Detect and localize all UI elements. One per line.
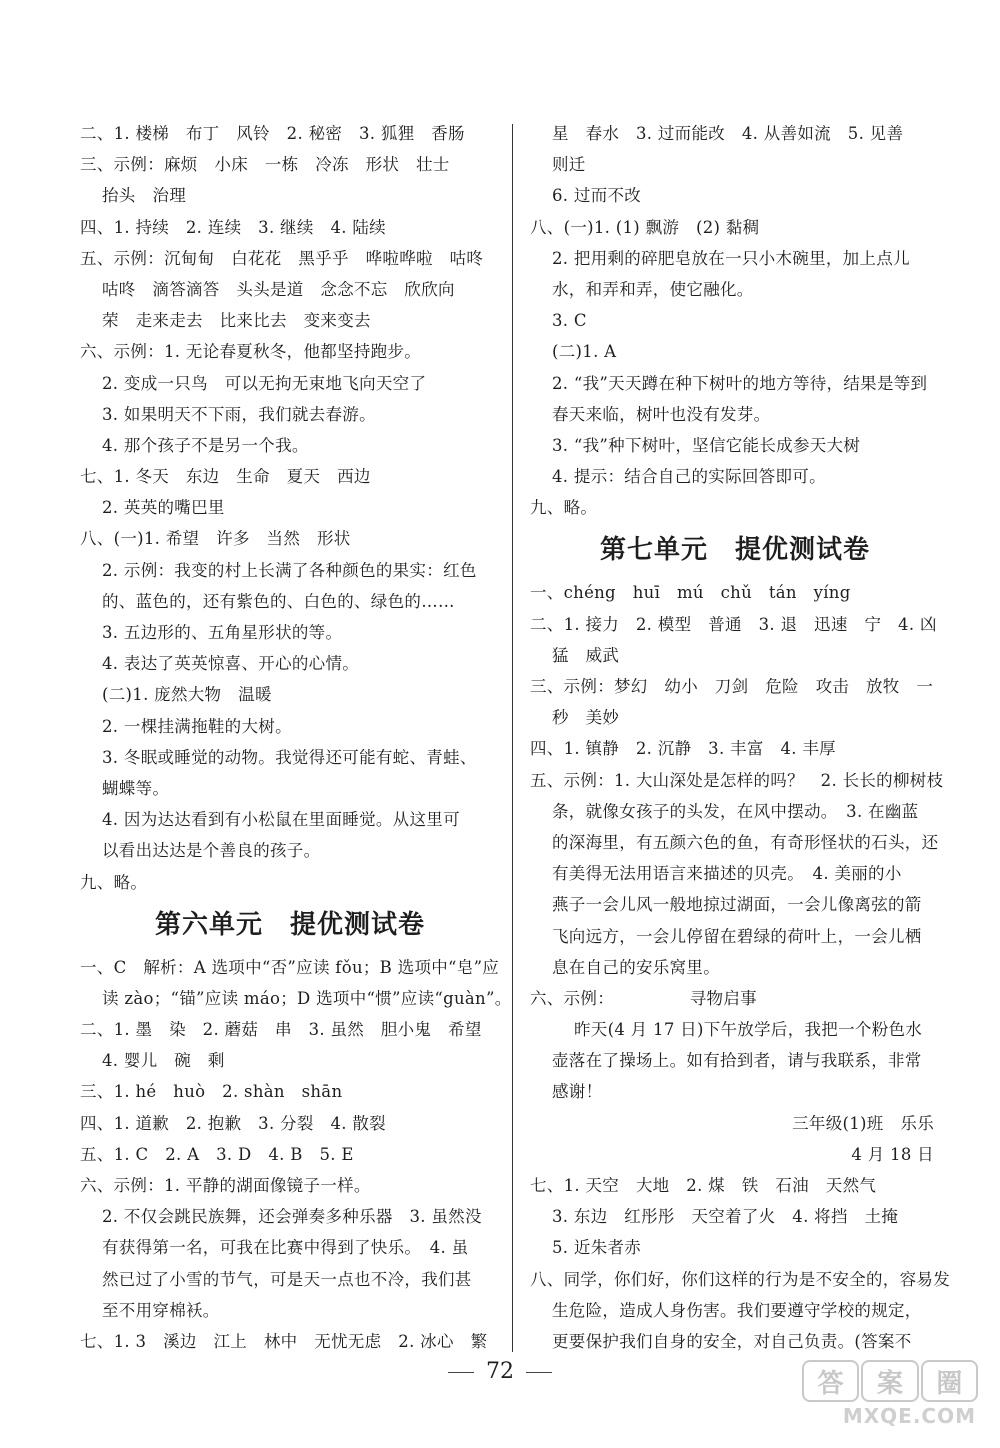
page-number-dash-left — [448, 1372, 474, 1373]
answer-line: 抬头 治理 — [102, 186, 186, 206]
left-answers-unit5 — [80, 118, 500, 898]
answer-line: 星 春水 3. 过而能改 4. 从善如流 5. 见善 — [552, 124, 904, 143]
answer-line: 蝴蝶等。 — [102, 778, 170, 798]
answer-line: 4. 因为达达看到有小松鼠在里面睡觉。从这里可 — [102, 810, 460, 830]
answer-line: 3. “我”种下树叶，坚信它能长成参天大树 — [552, 435, 861, 455]
answer-line: 六、示例：1. 无论春夏秋冬，他都坚持跑步。 — [80, 342, 422, 362]
answer-line: 水，和弄和弄，使它融化。 — [552, 279, 754, 299]
answer-line: 三、示例：麻烦 小床 一栋 冷冻 形状 壮士 — [80, 155, 450, 175]
answer-line: 4. 婴儿 碗 剩 — [102, 1051, 225, 1071]
answer-line: 昨天(4 月 17 日)下午放学后，我把一个粉色水 — [574, 1020, 923, 1040]
right-answers-unit7 — [530, 577, 950, 1357]
section-heading-unit6: 第六单元 提优测试卷 — [154, 909, 425, 940]
answer-line: 读 zào；“锚”应读 máo；D 选项中“惯”应读“guàn”。 — [102, 988, 512, 1008]
answer-line: 更要保护我们自身的安全，对自己负责。(答案不 — [552, 1331, 912, 1351]
answer-line: 飞向远方，一会儿停留在碧绿的荷叶上，一会儿栖 — [552, 926, 922, 946]
answer-line: 燕子一会儿风一般地掠过湖面，一会儿像离弦的箭 — [552, 895, 922, 915]
answer-line: 4. 那个孩子不是另一个我。 — [102, 435, 309, 455]
answer-line: 三、1. hé huò 2. shàn shān — [80, 1082, 343, 1102]
watermark-char: 答 — [802, 1360, 859, 1402]
answer-line: 三、示例：梦幻 幼小 刀剑 危险 攻击 放牧 一 — [530, 677, 934, 696]
answer-line: 2. 不仅会跳民族舞，还会弹奏多种乐器 3. 虽然没 — [102, 1207, 482, 1227]
answer-line: 五、示例：沉甸甸 白花花 黑乎乎 哗啦哗啦 咕咚 — [80, 248, 484, 268]
answer-line: 四、1. 镇静 2. 沉静 3. 丰富 4. 丰厚 — [530, 739, 836, 759]
answer-line: 咕咚 滴答滴答 头头是道 念念不忘 欣欣向 — [102, 279, 455, 299]
answer-line: 条，就像女孩子的头发，在风中摆动。 3. 在幽蓝 — [552, 801, 919, 821]
answer-line: 2. “我”天天蹲在种下树叶的地方等待，结果是等到 — [552, 373, 928, 393]
page-number-dash-right — [526, 1372, 552, 1373]
answer-line: 八、(一)1. (1) 飘游 (2) 黏稠 — [530, 217, 760, 237]
answer-line: 至不用穿棉袄。 — [102, 1300, 220, 1320]
answer-line: 一、chéng huī mú chǔ tán yíng — [530, 583, 851, 603]
answer-line: 六、示例：1. 平静的湖面像镜子一样。 — [80, 1176, 371, 1195]
column-divider — [512, 124, 513, 1352]
answer-line: 五、示例：1. 大山深处是怎样的吗？ 2. 长长的柳树枝 — [530, 770, 944, 790]
answer-line: 七、1. 天空 大地 2. 煤 铁 石油 天然气 — [530, 1176, 877, 1195]
answer-line: 感谢！ — [552, 1082, 603, 1102]
answer-line: 七、1. 3 溪边 江上 林中 无忧无虑 2. 冰心 繁 — [80, 1331, 488, 1351]
answer-line: 秒 美妙 — [552, 708, 620, 728]
answer-line: 三年级(1)班 乐乐 — [792, 1113, 934, 1133]
left-answers-unit6 — [80, 952, 512, 1357]
answer-line: 二、1. 接力 2. 模型 普通 3. 退 迅速 宁 4. 凶 — [530, 614, 937, 634]
section-heading-unit7: 第七单元 提优测试卷 — [599, 535, 870, 566]
answer-line: 四、1. 持续 2. 连续 3. 继续 4. 陆续 — [80, 217, 386, 237]
watermark-url: MXQE.COM — [842, 1404, 976, 1428]
answer-line: 2. 一棵挂满拖鞋的大树。 — [102, 716, 292, 736]
answer-line: 3. 五边形的、五角星形状的等。 — [102, 623, 343, 642]
answer-line: 有美得无法用语言来描述的贝壳。 4. 美丽的小 — [552, 864, 902, 884]
answer-line: 壶落在了操场上。如有拾到者，请与我联系，非常 — [552, 1051, 922, 1071]
answer-line: 2. 示例：我变的村上长满了各种颜色的果实：红色 — [102, 560, 477, 580]
watermark-char: 案 — [861, 1360, 918, 1402]
right-column — [530, 118, 950, 1357]
answer-line: 生危险，造成人身伤害。我们要遵守学校的规定， — [552, 1300, 922, 1320]
answer-line: 九、略。 — [80, 872, 148, 892]
answer-line: 八、同学，你们好，你们这样的行为是不安全的，容易发 — [530, 1269, 950, 1289]
answer-line: 然已过了小雪的节气，可是天一点也不冷，我们甚 — [102, 1269, 472, 1289]
watermark-chars — [802, 1360, 978, 1402]
answer-line: 的、蓝色的，还有紫色的、白色的、绿色的…… — [102, 591, 455, 611]
answer-line: 4. 提示：结合自己的实际回答即可。 — [552, 467, 826, 487]
answer-line: 四、1. 道歉 2. 抱歉 3. 分裂 4. 散裂 — [80, 1113, 386, 1133]
answer-line: 八、(一)1. 希望 许多 当然 形状 — [80, 529, 351, 549]
answer-line: 4 月 18 日 — [851, 1144, 934, 1164]
answer-line: 七、1. 冬天 东边 生命 夏天 西边 — [80, 467, 371, 487]
page-number-value: 72 — [486, 1359, 514, 1384]
answer-line: 3. C — [552, 311, 587, 331]
answer-line: 的深海里，有五颜六色的鱼，有奇形怪状的石头，还 — [552, 832, 939, 852]
answer-line: (二)1. A — [552, 342, 617, 362]
answer-line: 猛 威武 — [552, 645, 620, 665]
answer-line: 荣 走来走去 比来比去 变来变去 — [102, 311, 371, 331]
answer-line: 以看出达达是个善良的孩子。 — [102, 841, 321, 861]
answer-line: 4. 表达了英英惊喜、开心的心情。 — [102, 654, 360, 674]
answer-line: 一、C 解析：A 选项中“否”应读 fǒu；B 选项中“皂”应 — [80, 957, 500, 977]
answer-line: 2. 英英的嘴巴里 — [102, 498, 225, 518]
right-answers-unit6 — [530, 118, 940, 523]
answer-line: 3. 东边 红彤彤 天空着了火 4. 将挡 土掩 — [552, 1207, 899, 1227]
answer-line: 2. 变成一只鸟 可以无拘无束地飞向天空了 — [102, 373, 427, 393]
answer-line: 二、1. 楼梯 布丁 风铃 2. 秘密 3. 狐狸 香肠 — [80, 124, 465, 143]
answer-line: 3. 如果明天不下雨，我们就去春游。 — [102, 404, 376, 424]
watermark-logo — [786, 1360, 986, 1430]
answer-line: 春天来临，树叶也没有发芽。 — [552, 404, 771, 424]
answer-line: 则迁 — [552, 155, 586, 175]
answer-line: 二、1. 墨 染 2. 蘑菇 串 3. 虽然 胆小鬼 希望 — [80, 1020, 482, 1040]
answer-line: 息在自己的安乐窝里。 — [552, 957, 720, 977]
answer-line: 6. 过而不改 — [552, 186, 642, 206]
answer-line: 五、1. C 2. A 3. D 4. B 5. E — [80, 1144, 354, 1164]
answer-line: 六、示例： 寻物启事 — [530, 988, 757, 1008]
watermark-char: 圈 — [921, 1360, 978, 1402]
left-column — [80, 118, 512, 1357]
answer-line: (二)1. 庞然大物 温暖 — [102, 685, 272, 705]
answer-line: 3. 冬眠或睡觉的动物。我觉得还可能有蛇、青蛙、 — [102, 747, 477, 767]
answer-line: 5. 近朱者赤 — [552, 1238, 642, 1258]
answer-line: 有获得第一名，可我在比赛中得到了快乐。 4. 虽 — [102, 1238, 469, 1258]
answer-line: 2. 把用剩的碎肥皂放在一只小木碗里，加上点儿 — [552, 248, 910, 268]
answer-line: 九、略。 — [530, 498, 598, 518]
